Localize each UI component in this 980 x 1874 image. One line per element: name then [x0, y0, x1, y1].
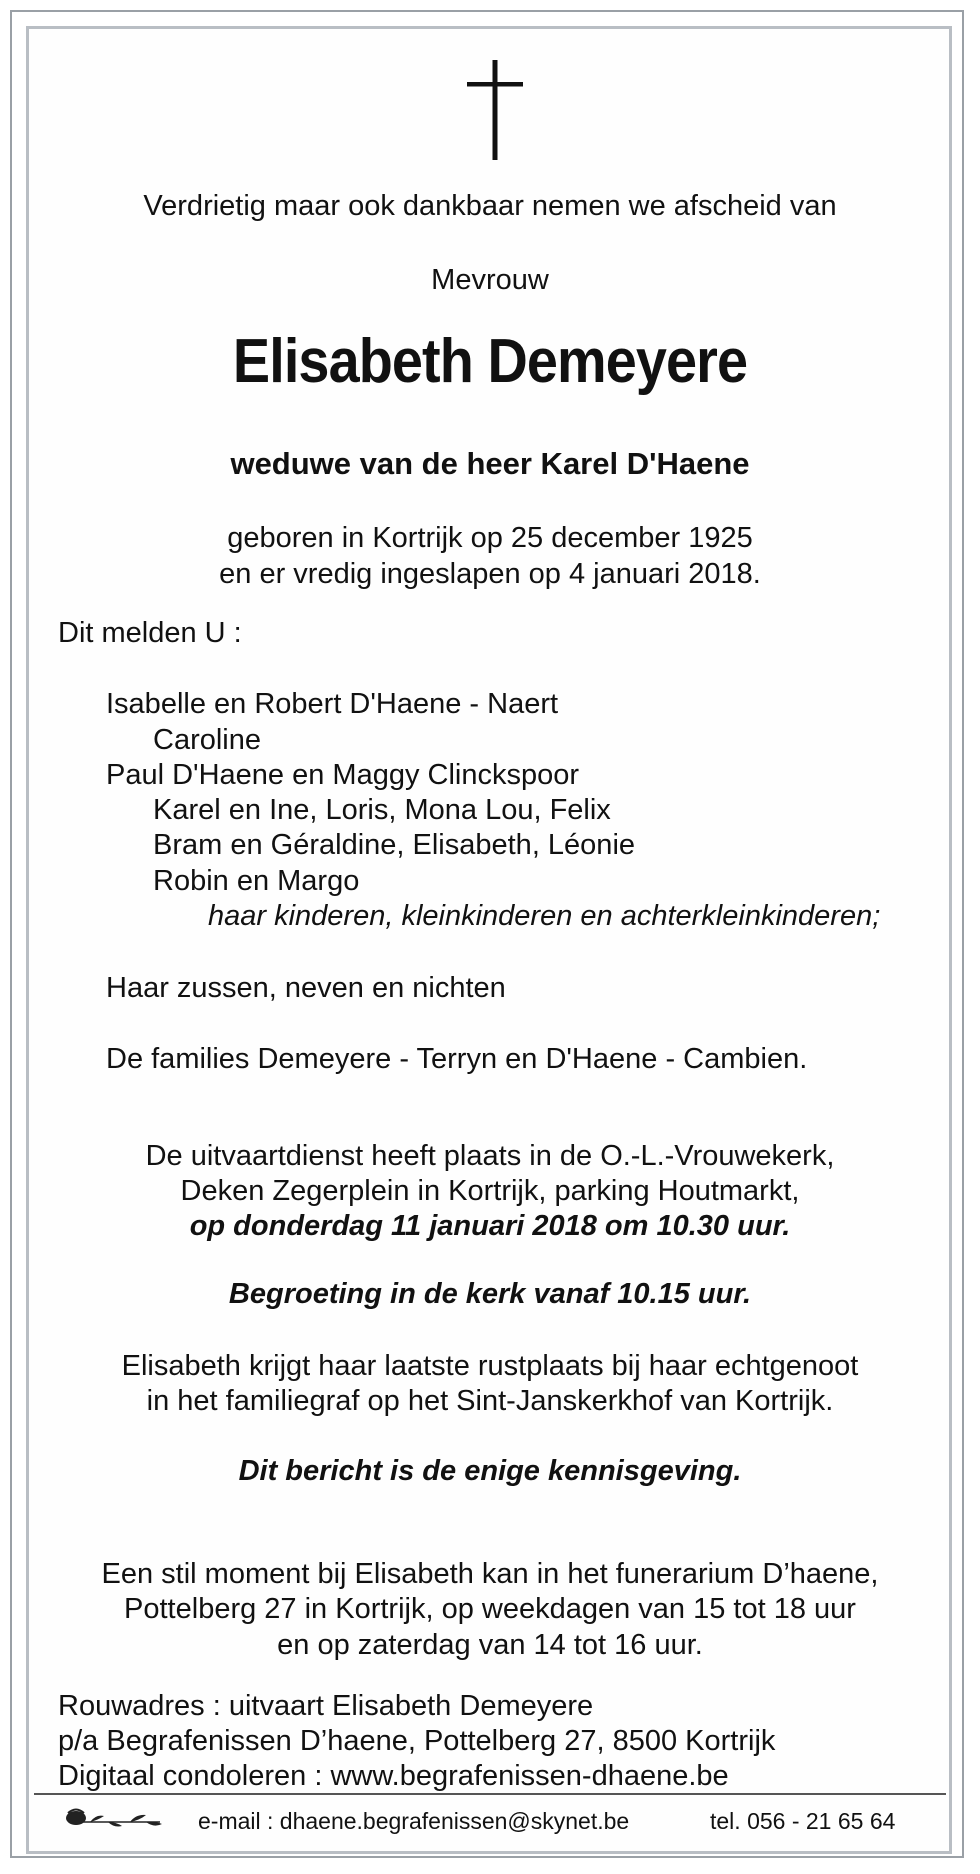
birth-line: geboren in Kortrijk op 25 december 1925: [227, 522, 753, 554]
deceased-name: Elisabeth Demeyere: [232, 327, 748, 396]
family-line: Caroline: [153, 724, 261, 756]
death-line: en er vredig ingeslapen op 4 januari 2018.: [219, 558, 761, 590]
family-line: Robin en Margo: [153, 865, 360, 897]
family-line: Bram en Géraldine, Elisabeth, Léonie: [153, 829, 636, 861]
burial-line: in het familiegraf op het Sint-Janskerkhof van Kortrijk.: [146, 1385, 834, 1417]
rose-icon: [60, 1804, 170, 1832]
announced-by: Dit melden U :: [58, 617, 242, 649]
service-date: op donderdag 11 januari 2018 om 10.30 uur.: [189, 1210, 791, 1242]
visit-line: en op zaterdag van 14 tot 16 uur.: [277, 1629, 703, 1661]
service-line: Deken Zegerplein in Kortrijk, parking Houtmarkt,: [180, 1175, 800, 1207]
contact-website: Digitaal condoleren : www.begrafenissen-dhaene.be: [58, 1760, 729, 1792]
families-line: De families Demeyere - Terryn en D'Haene - Cambien.: [106, 1043, 808, 1075]
notice-line: Dit bericht is de enige kennisgeving.: [238, 1455, 742, 1487]
intro-text: Verdrietig maar ook dankbaar nemen we afscheid van: [143, 190, 837, 222]
contact-address: Rouwadres : uitvaart Elisabeth Demeyere: [58, 1690, 594, 1722]
service-line: De uitvaartdienst heeft plaats in de O.-L.-Vrouwekerk,: [145, 1140, 835, 1172]
cross-icon: [467, 60, 523, 160]
visit-line: Een stil moment bij Elisabeth kan in het funerarium D’haene,: [101, 1558, 879, 1590]
siblings-line: Haar zussen, neven en nichten: [106, 972, 506, 1004]
salutation: Mevrouw: [431, 264, 549, 296]
visit-line: Pottelberg 27 in Kortrijk, op weekdagen van 15 tot 18 uur: [124, 1593, 856, 1625]
burial-line: Elisabeth krijgt haar laatste rustplaats bij haar echtgenoot: [121, 1350, 859, 1382]
family-line: Isabelle en Robert D'Haene - Naert: [106, 688, 559, 720]
footer-phone: tel. 056 - 21 65 64: [710, 1808, 896, 1834]
footer-divider: [34, 1793, 946, 1795]
footer-email: e-mail : dhaene.begrafenissen@skynet.be: [198, 1808, 630, 1834]
greeting-line: Begroeting in de kerk vanaf 10.15 uur.: [228, 1278, 752, 1310]
family-line: Karel en Ine, Loris, Mona Lou, Felix: [153, 794, 611, 826]
contact-address: p/a Begrafenissen D’haene, Pottelberg 27, 8500 Kortrijk: [58, 1725, 776, 1757]
family-caption: haar kinderen, kleinkinderen en achterkleinkinderen;: [208, 900, 881, 932]
family-line: Paul D'Haene en Maggy Clinckspoor: [106, 759, 580, 791]
widow-of: weduwe van de heer Karel D'Haene: [230, 446, 750, 481]
